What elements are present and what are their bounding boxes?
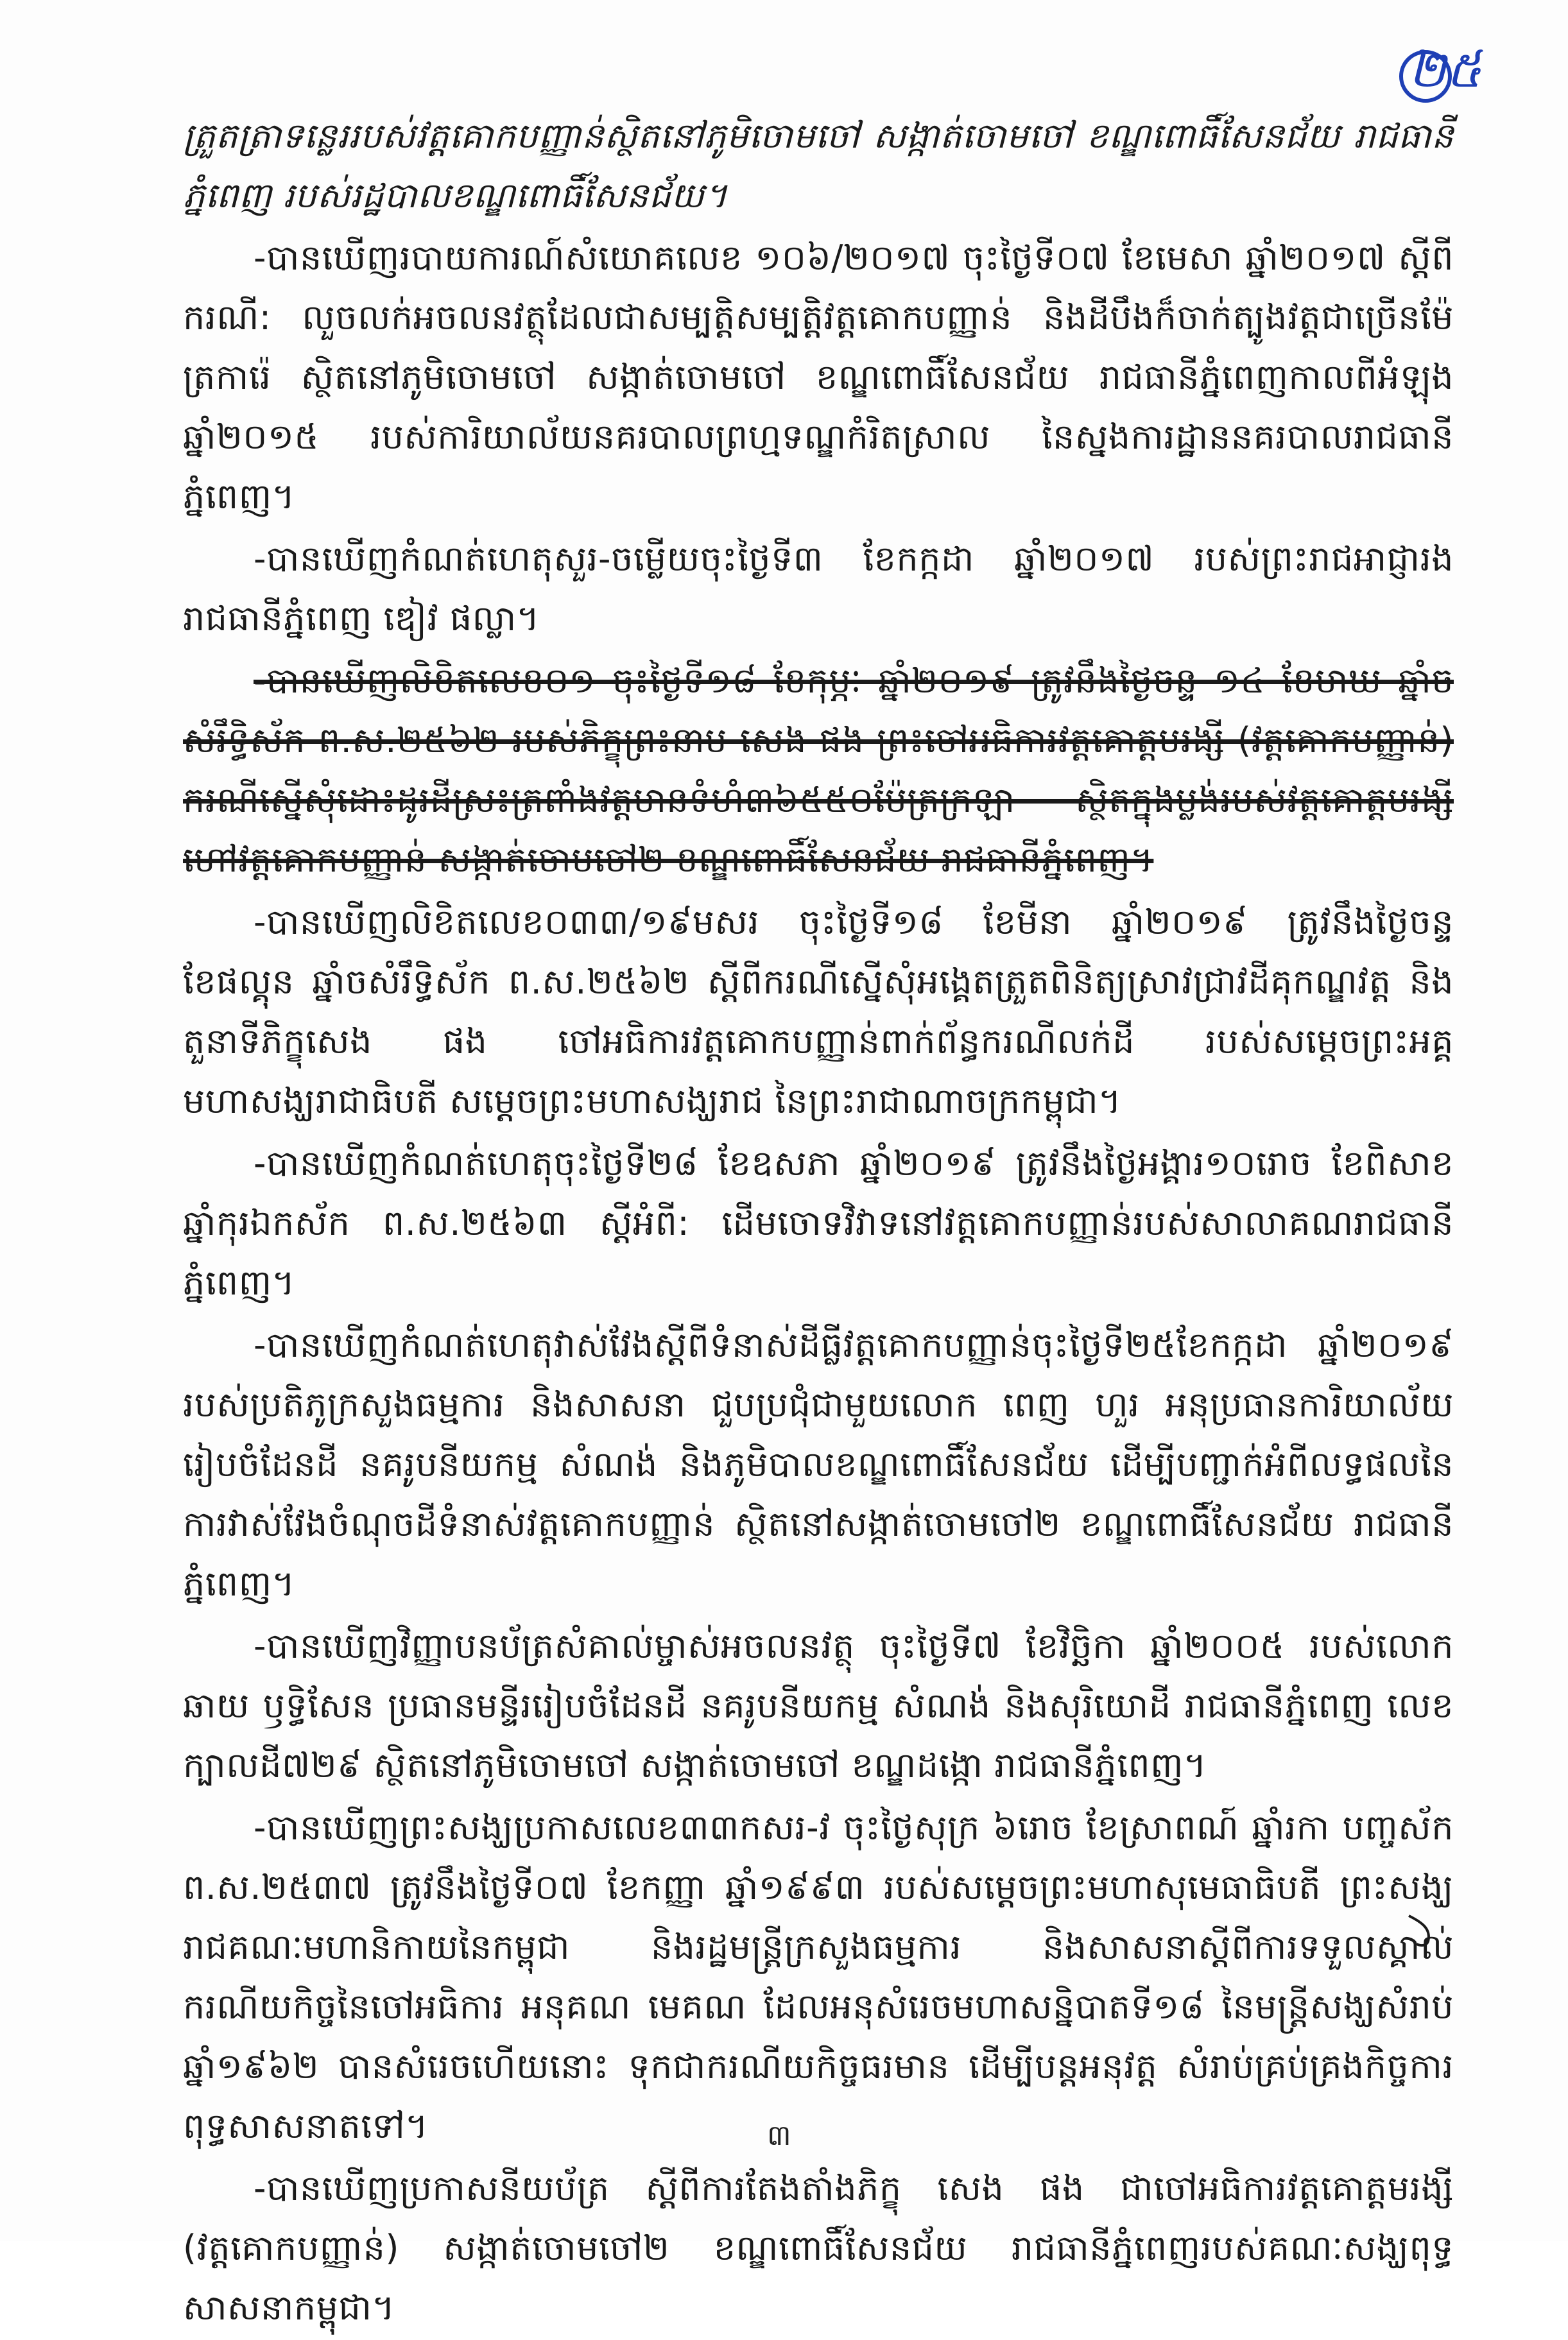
handwritten-tick-icon	[1402, 1909, 1441, 1948]
paragraph: -បានឃើញវិញ្ញាបនប័ត្រសំគាល់ម្ចាស់អចលនវត្ថុ ចុះថ្ងៃទី៧ ខែវិច្ឆិកា ឆ្នាំ២០០៥ របស់លោក ឆាយ ឫទ្ធិសែន ប្រធានមន្ទីររៀបចំដែនដី នគរូបនីយកម្ម សំណង់ និងសុរិយោដី រាជធានីភ្នំពេញ លេខក្បាលដី៧២៩ ស្ថិតនៅភូមិចោមចៅ សង្កាត់ចោមចៅ ខណ្ឌដង្កោ រាជធានីភ្នំពេញ។	[183, 1626, 1454, 1785]
handwritten-page-number	[1399, 41, 1495, 106]
paragraph: -បានឃើញរបាយការណ៍សំយោគលេខ ១០៦/២០១៧ ចុះថ្ងៃទី០៧ ខែមេសា ឆ្នាំ២០១៧ ស្តីពីករណី: លួចលក់អចលនវត្ថុដែលជាសម្បត្តិសម្បត្តិវត្តគោកបញ្ញាន់ និងដីបឹងក៏ចាក់ត្បូងវត្តជាច្រើនម៉ែត្រការ៉េ ស្ថិតនៅភូមិចោមចៅ សង្កាត់ចោមចៅ ខណ្ឌពោធិ៍សែនជ័យ រាជធានីភ្នំពេញកាលពីអំឡុងឆ្នាំ២០១៥ របស់ការិយាល័យនគរបាលព្រហ្មទណ្ឌកំរិតស្រាល នៃស្នងការដ្ឋាននគរបាលរាជធានីភ្នំពេញ។	[183, 237, 1454, 517]
paragraph: -បានឃើញកំណត់ហេតុចុះថ្ងៃទី២៨ ខែឧសភា ឆ្នាំ២០១៩ ត្រូវនឹងថ្ងៃអង្គារ១០រោច ខែពិសាខ ឆ្នាំកុរឯកស័ក ព.ស.២៥៦៣ ស្តីអំពី: ដើមចោទវិវាទនៅវត្តគោកបញ្ញាន់របស់សាលាគណរាជធានីភ្នំពេញ។	[183, 1143, 1454, 1303]
paragraph: -បានឃើញកំណត់ហេតុសួរ-ចម្លើយចុះថ្ងៃទី៣ ខែកក្កដា ឆ្នាំ២០១៧ របស់ព្រះរាជអាជ្ញារងរាជធានីភ្នំពេញ ឌៀវ ផល្លា។	[183, 538, 1454, 639]
document-body	[183, 106, 1454, 2340]
paragraph: -បានឃើញកំណត់ហេតុវាស់វែងស្តីពីទំនាស់ដីធ្លីវត្តគោកបញ្ញាន់ចុះថ្ងៃទី២៥ខែកក្កដា ឆ្នាំ២០១៩ របស់ប្រតិភូក្រសួងធម្មការ និងសាសនា ជួបប្រជុំជាមួយលោក ពេញ ហួរ អនុប្រធានការិយាល័យរៀបចំដែនដី នគរូបនីយកម្ម សំណង់ និងភូមិបាលខណ្ឌពោធិ៍សែនជ័យ ដើម្បីបញ្ជាក់អំពីលទ្ធផលនៃការវាស់វែងចំណុចដីទំនាស់វត្តគោកបញ្ញាន់ ស្ថិតនៅសង្កាត់ចោមចៅ២ ខណ្ឌពោធិ៍សែនជ័យ រាជធានីភ្នំពេញ។	[183, 1325, 1454, 1604]
handwritten-page-number-text: ២៥	[1408, 41, 1482, 99]
paragraph: -បានឃើញប្រកាសនីយប័ត្រ ស្តីពីការតែងតាំងភិក្ខុ សេង ផង ជាចៅអធិការវត្តគោត្តមរង្សី (វត្តគោកបញ្ញាន់) សង្កាត់ចោមចៅ២ ខណ្ឌពោធិ៍សែនជ័យ រាជធានីភ្នំពេញរបស់គណៈសង្ឃពុទ្ធសាសនាកម្ពុជា។	[183, 2168, 1454, 2328]
paragraph: ត្រួតត្រាទន្លេររបស់វត្តគោកបញ្ញាន់ស្ថិតនៅភូមិចោមចៅ សង្កាត់ចោមចៅ ខណ្ឌពោធិ៍សែនជ័យ រាជធានីភ្នំពេញ របស់រដ្ឋបាលខណ្ឌពោធិ៍សែនជ័យ។	[183, 116, 1454, 216]
paragraph: -បានឃើញព្រះសង្ឃប្រកាសលេខ៣៣កសរ-វ ចុះថ្ងៃសុក្រ ៦រោច ខែស្រាពណ៍ ឆ្នាំរកា បញ្ចស័ក ព.ស.២៥៣៧ ត្រូវនឹងថ្ងៃទី០៧ ខែកញ្ញា ឆ្នាំ១៩៩៣ របស់សម្តេចព្រះមហាសុមេធាធិបតី ព្រះសង្ឃរាជគណៈមហានិកាយនៃកម្ពុជា និងរដ្ឋមន្ត្រីក្រសួងធម្មការ និងសាសនាស្តីពីការទទួលស្គាល់ករណីយកិច្ចនៃចៅអធិការ អនុគណ មេគណ ដែលអនុសំរេចមហាសន្និបាតទី១៨ នៃមន្ត្រីសង្ឃសំរាប់ឆ្នាំ១៩៦២ បានសំរេចហើយនោះ ទុកជាករណីយកិច្ចធរមាន ដើម្បីបន្តអនុវត្ត សំរាប់គ្រប់គ្រងកិច្ចការពុទ្ធសាសនាតទៅ។	[183, 1807, 1454, 2146]
paragraph: -បានឃើញលិខិតលេខ០៣៣/១៩មសរ ចុះថ្ងៃទី១៨ ខែមីនា ឆ្នាំ២០១៩ ត្រូវនឹងថ្ងៃចន្ទ ខែផល្គុន ឆ្នាំចសំរឹទ្ធិស័ក ព.ស.២៥៦២ ស្តីពីករណីស្នើសុំអង្គេតត្រួតពិនិត្យស្រាវជ្រាវដីគុកណ្ឌវត្ត និងតួនាទីភិក្ខុសេង ផង ចៅអធិការវត្តគោកបញ្ញាន់ពាក់ព័ន្ធករណីលក់ដី របស់សម្តេចព្រះអគ្គមហាសង្ឃរាជាធិបតី សម្តេចព្រះមហាសង្ឃរាជ នៃព្រះរាជាណាចក្រកម្ពុជា។	[183, 902, 1454, 1121]
paragraph: -បានឃើញលិខិតលេខ០១ ចុះថ្ងៃទី១៨ ខែកុម្ភៈ ឆ្នាំ២០១៩ ត្រូវនឹងថ្ងៃចន្ទ ១៤ ខែមាឃ ឆ្នាំចសំរឹទ្ធិស័ក ព.ស.២៥៦២ របស់ភិក្ខុព្រះនាម សេង ផង ព្រះចៅអធិការវត្តគោត្តមរង្សី (វត្តគោកបញ្ញាន់) ករណីស្នើសុំដោះដូរដីស្រះត្រពាំងវត្តមានទំហំ៣៦៥៥០ម៉ែត្រក្រឡា ស្ថិតក្នុងប្លង់របស់វត្តគោត្តមរង្សី ហៅវត្តគោកបញ្ញាន់ សង្កាត់ចោមចៅ២ ខណ្ឌពោធិ៍សែនជ័យ រាជធានីភ្នំពេញ។	[183, 660, 1454, 880]
footer-page-number: ៣	[767, 2119, 791, 2152]
